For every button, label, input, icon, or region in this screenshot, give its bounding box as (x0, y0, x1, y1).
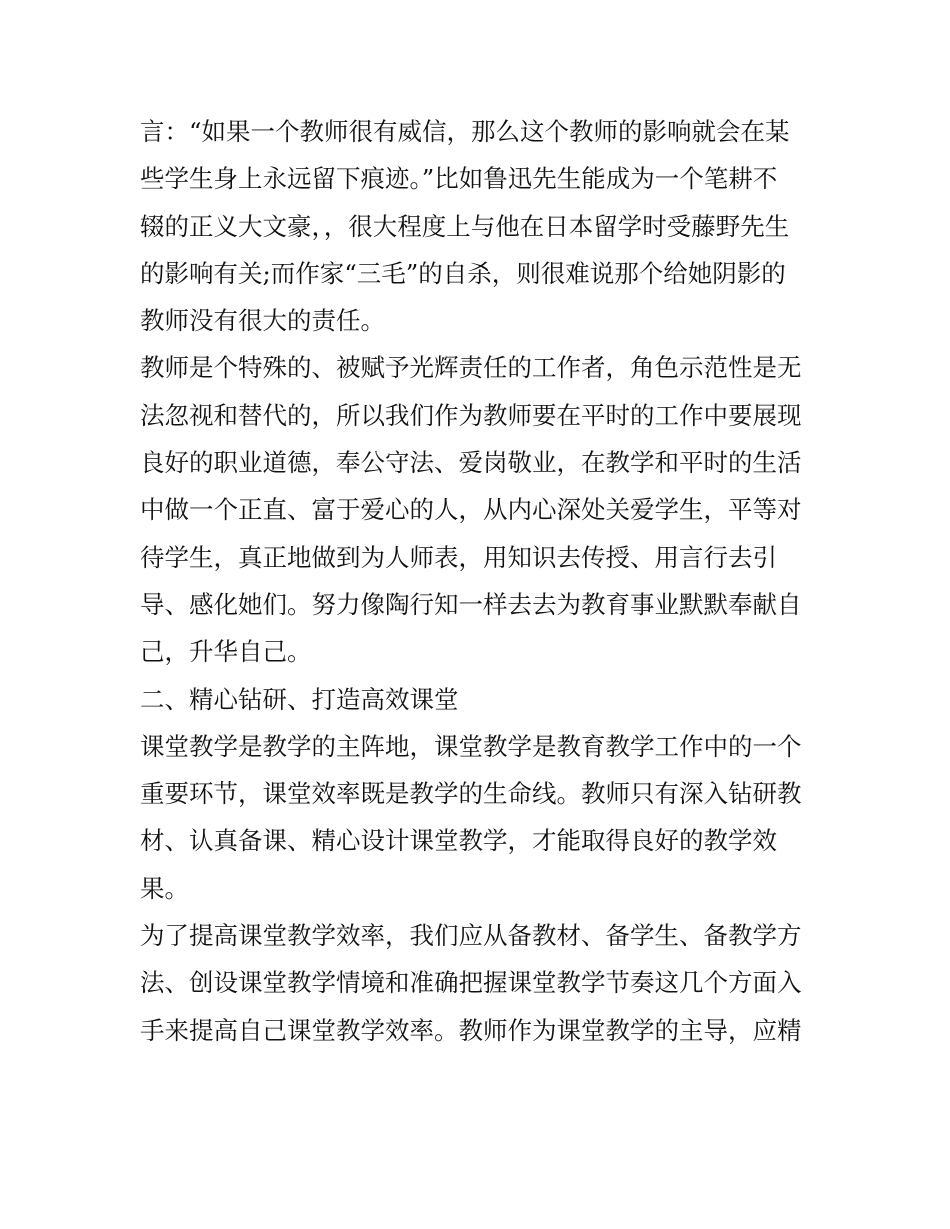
text-line: 材、认真备课、精心设计课堂教学，才能取得良好的教学效 (140, 826, 777, 856)
text-line: 为了提高课堂教学效率，我们应从备教材、备学生、备教学方 (140, 921, 802, 951)
text-line: 教师是个特殊的、被赋予光辉责任的工作者，角色示范性是无 (140, 353, 802, 383)
section-heading: 二、精心钻研、打造高效课堂 (140, 684, 459, 714)
text-line: 中做一个正直、富于爱心的人，从内心深处关爱学生，平等对 (140, 495, 802, 525)
text-line: 辍的正义大文豪，，很大程度上与他在日本留学时受藤野先生 (140, 211, 790, 241)
text-line: 重要环节，课堂效率既是教学的生命线。教师只有深入钻研教 (140, 779, 802, 809)
text-line: 己，升华自己。 (140, 637, 312, 667)
text-line: 法、创设课堂教学情境和准确把握课堂教学节奏这几个方面入 (140, 968, 802, 998)
text-line: 教师没有很大的责任。 (140, 306, 385, 336)
document-body (140, 108, 820, 1054)
text-line: 些学生身上永远留下痕迹。”比如鲁迅先生能成为一个笔耕不 (140, 164, 778, 194)
text-line: 课堂教学是教学的主阵地，课堂教学是教育教学工作中的一个 (140, 731, 802, 761)
text-line: 导、感化她们。努力像陶行知一样去去为教育事业默默奉献自 (140, 589, 802, 619)
text-line: 手来提高自己课堂教学效率。教师作为课堂教学的主导，应精 (140, 1015, 802, 1045)
text-line: 待学生，真正地做到为人师表，用知识去传授、用言行去引 (140, 542, 777, 572)
text-line: 果。 (140, 873, 189, 903)
text-line: 良好的职业道德，奉公守法、爱岗敬业，在教学和平时的生活 (140, 448, 802, 478)
text-line: 法忽视和替代的，所以我们作为教师要在平时的工作中要展现 (140, 400, 802, 430)
text-line: 的影响有关;而作家“三毛”的自杀，则很难说那个给她阴影的 (140, 258, 786, 288)
text-line: 言：“如果一个教师很有威信，那么这个教师的影响就会在某 (140, 117, 790, 146)
